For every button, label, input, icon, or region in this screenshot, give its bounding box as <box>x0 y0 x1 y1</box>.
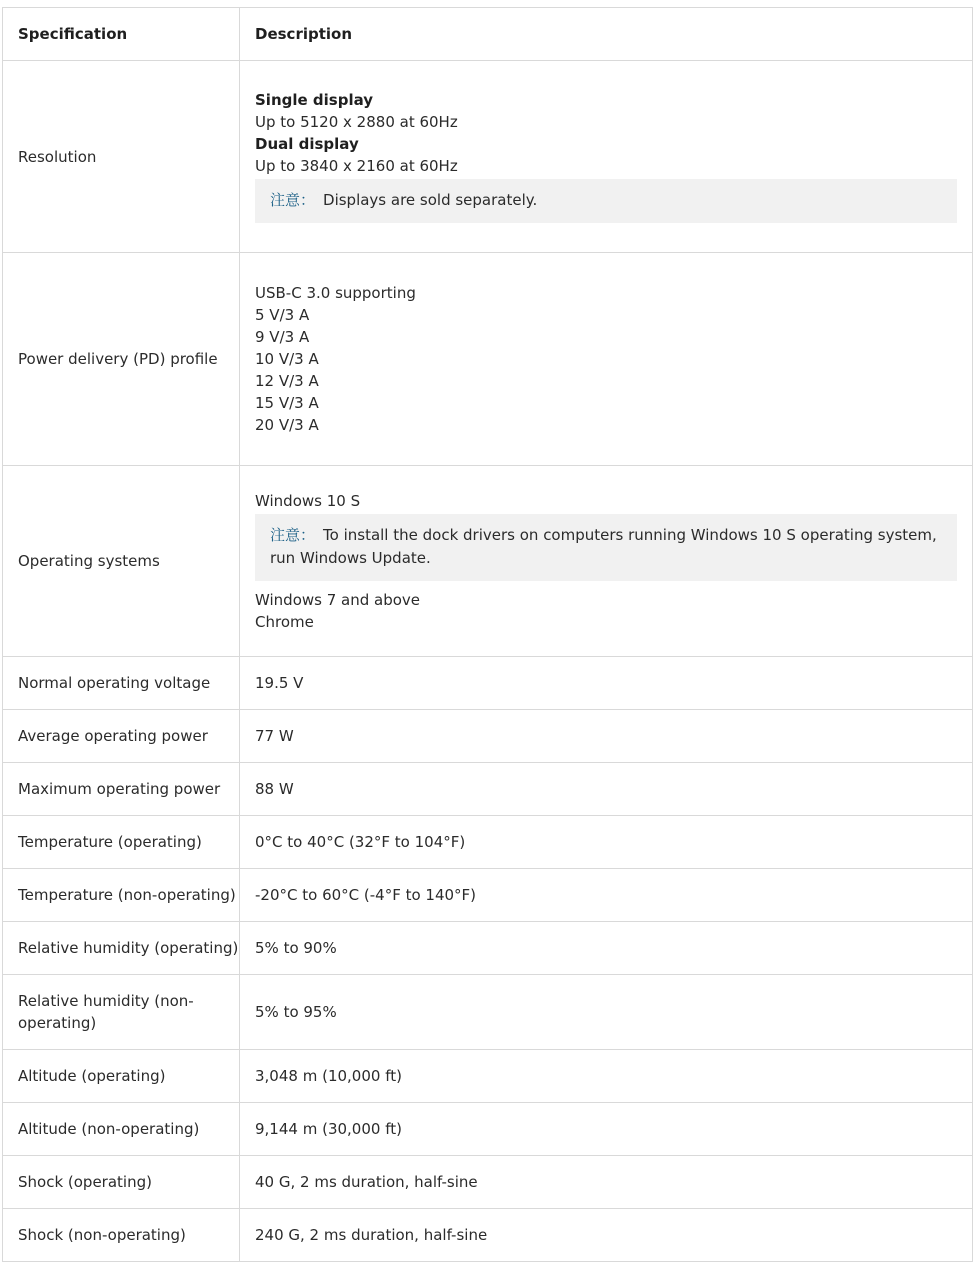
header-description: Description <box>240 8 973 61</box>
spec-value: 88 W <box>240 763 973 816</box>
os-line: Windows 7 and above <box>255 590 421 609</box>
note-label: 注意： <box>270 191 316 209</box>
spec-description <box>240 253 973 466</box>
note-box <box>255 179 957 223</box>
spec-value: 5% to 95% <box>240 975 973 1050</box>
os-line: Chrome <box>255 612 314 631</box>
spec-value: 40 G, 2 ms duration, half-sine <box>240 1156 973 1209</box>
spec-value: 240 G, 2 ms duration, half-sine <box>240 1209 973 1262</box>
pd-line: 20 V/3 A <box>255 416 319 434</box>
pd-line: 5 V/3 A <box>255 306 310 324</box>
table-row <box>3 1103 973 1156</box>
table-row <box>3 710 973 763</box>
table-row <box>3 657 973 710</box>
note-box <box>255 514 957 581</box>
table-header-row <box>3 8 973 61</box>
spec-value: -20°C to 60°C (-4°F to 140°F) <box>240 869 973 922</box>
spec-name: Relative humidity (non-operating) <box>3 975 240 1050</box>
table-row-resolution <box>3 61 973 253</box>
spec-name: Maximum operating power <box>3 763 240 816</box>
pd-line: 15 V/3 A <box>255 394 319 412</box>
spec-name: Altitude (non-operating) <box>3 1103 240 1156</box>
pd-line: 12 V/3 A <box>255 372 319 390</box>
note-text: Displays are sold separately. <box>323 191 538 209</box>
spec-name: Normal operating voltage <box>3 657 240 710</box>
dual-display-value: Up to 3840 x 2160 at 60Hz <box>255 157 458 175</box>
table-row <box>3 763 973 816</box>
spec-value: 3,048 m (10,000 ft) <box>240 1050 973 1103</box>
note-label: 注意： <box>270 525 316 544</box>
table-row <box>3 816 973 869</box>
table-row <box>3 1209 973 1262</box>
spec-value: 0°C to 40°C (32°F to 104°F) <box>240 816 973 869</box>
note-text: To install the dock drivers on computers running Windows 10 S operating system, run Windows Update. <box>270 525 937 567</box>
spec-name: Shock (non-operating) <box>3 1209 240 1262</box>
spec-name: Temperature (operating) <box>3 816 240 869</box>
spec-name: Power delivery (PD) profile <box>3 253 240 466</box>
spec-name: Resolution <box>3 61 240 253</box>
spec-value: 19.5 V <box>240 657 973 710</box>
single-display-value: Up to 5120 x 2880 at 60Hz <box>255 113 458 131</box>
table-row <box>3 1050 973 1103</box>
specifications-table <box>2 7 973 1262</box>
os-line: Windows 10 S <box>255 491 361 510</box>
table-row <box>3 869 973 922</box>
spec-name: Average operating power <box>3 710 240 763</box>
pd-line: USB-C 3.0 supporting <box>255 284 416 302</box>
table-row-operating-systems <box>3 466 973 657</box>
header-specification: Specification <box>3 8 240 61</box>
table-row <box>3 922 973 975</box>
single-display-heading: Single display <box>255 91 374 109</box>
dual-display-heading: Dual display <box>255 135 359 153</box>
spec-name: Shock (operating) <box>3 1156 240 1209</box>
table-row-power-delivery <box>3 253 973 466</box>
spec-value: 5% to 90% <box>240 922 973 975</box>
spec-name: Altitude (operating) <box>3 1050 240 1103</box>
spec-value: 9,144 m (30,000 ft) <box>240 1103 973 1156</box>
spec-description <box>240 466 973 657</box>
spec-name: Operating systems <box>3 466 240 657</box>
spec-description <box>240 61 973 253</box>
spec-value: 77 W <box>240 710 973 763</box>
table-row <box>3 1156 973 1209</box>
pd-line: 10 V/3 A <box>255 350 319 368</box>
spec-name: Relative humidity (operating) <box>3 922 240 975</box>
table-row <box>3 975 973 1050</box>
spec-name: Temperature (non-operating) <box>3 869 240 922</box>
pd-line: 9 V/3 A <box>255 328 310 346</box>
